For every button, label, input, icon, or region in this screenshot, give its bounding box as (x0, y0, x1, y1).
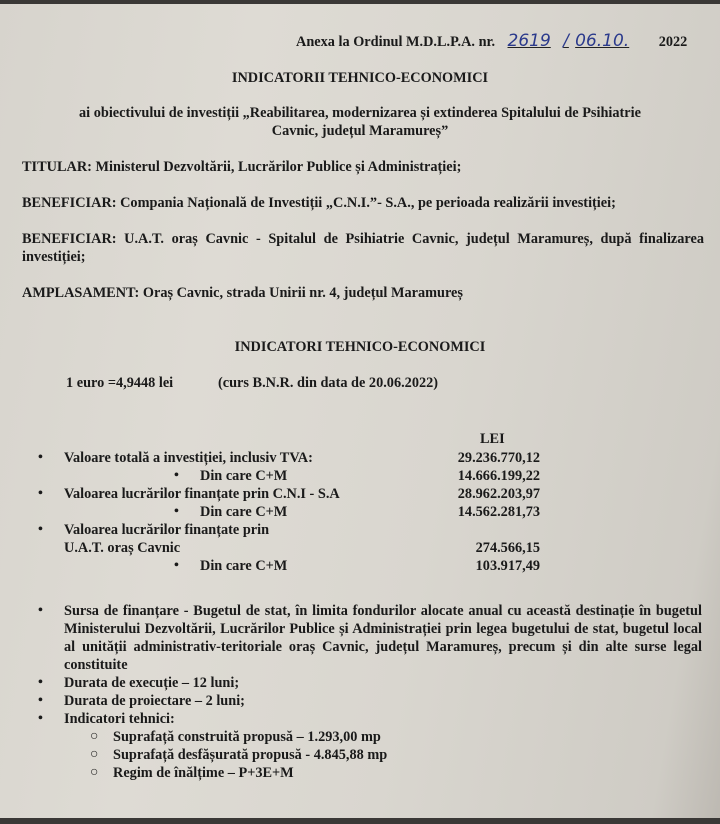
row-label: Din care C+M (200, 468, 288, 484)
document-title: INDICATORII TEHNICO-ECONOMICI (231, 70, 489, 86)
tech-item: Suprafață desfășurată propusă - 4.845,88 mp (113, 747, 388, 763)
row-label: Valoarea lucrărilor finanțate prin (64, 522, 270, 538)
exchange-rate: 1 euro =4,9448 lei (66, 375, 174, 391)
row-label: Din care C+M (200, 558, 288, 574)
bullet-icon: • (38, 522, 43, 537)
amplasament-value: Oraș Cavnic, strada Unirii nr. 4, județul Maramureș (142, 285, 463, 301)
funding-source: Sursa de finanțare - Bugetul de stat, în limita fondurilor alocate anual cu această destinație în bugetul Ministerului Dezvoltării, Lucrărilor Publice și Administrației prin legea bugetului de stat, bugetul local al unității administrativ-teritoriale oraș Cavnic, județul Maramureș, precum și din alte surse legal constituite (64, 603, 702, 673)
beneficiar2-value: U.A.T. oraș Cavnic - Spitalul de Psihiatrie Cavnic, județul Maramureș, după finalizarea investiției; (22, 231, 704, 265)
row-value: 28.962.203,97 (457, 486, 540, 502)
beneficiar2-line (22, 230, 704, 266)
row-value: 29.236.770,12 (457, 450, 540, 466)
bullet-icon: • (174, 468, 179, 483)
order-date: 06.10. (575, 31, 630, 51)
section-title: INDICATORI TEHNICO-ECONOMICI (234, 339, 486, 355)
bullet-icon: • (38, 711, 43, 726)
subtitle-line-2: Cavnic, județul Maramureș” (271, 123, 449, 139)
row-label: Valoarea lucrărilor finanțate prin C.N.I - S.A (64, 486, 340, 502)
circle-bullet-icon: ○ (90, 729, 99, 744)
exchange-source: (curs B.N.R. din data de 20.06.2022) (218, 375, 439, 391)
bullet-icon: • (38, 693, 43, 708)
beneficiar1-label: BENEFICIAR: (22, 195, 117, 211)
beneficiar1-value: Compania Națională de Investiții „C.N.I.”- S.A., pe perioada realizării investiției; (120, 195, 616, 211)
row-value: 14.666.199,22 (457, 468, 540, 484)
row-label: Din care C+M (200, 504, 288, 520)
order-separator: / (563, 31, 569, 51)
bullet-icon: • (174, 558, 179, 573)
bullet-icon: • (38, 486, 43, 501)
design-duration: Durata de proiectare – 2 luni; (64, 693, 245, 709)
order-year: 2022 (658, 34, 688, 50)
document-page (0, 4, 720, 818)
bullet-icon: • (38, 603, 43, 618)
beneficiar1-line (22, 194, 616, 212)
tech-indicators-title: Indicatori tehnici: (64, 711, 175, 727)
amplasament-label: AMPLASAMENT: (22, 285, 140, 301)
execution-duration: Durata de execuție – 12 luni; (64, 675, 240, 691)
titular-line (22, 158, 461, 176)
beneficiar2-label: BENEFICIAR: (22, 231, 117, 247)
tech-item: Suprafață construită propusă – 1.293,00 mp (113, 729, 381, 745)
circle-bullet-icon: ○ (90, 747, 99, 762)
titular-label: TITULAR: (22, 159, 92, 175)
row-value: 274.566,15 (475, 540, 540, 556)
order-number: 2619 (507, 31, 551, 51)
subtitle-line-1: ai obiectivului de investiții „Reabilitarea, modernizarea și extinderea Spitalului de Psihiatrie (79, 105, 641, 121)
row-value: 14.562.281,73 (457, 504, 540, 520)
bullet-icon: • (38, 450, 43, 465)
annex-reference (296, 32, 687, 51)
amplasament-line (22, 284, 463, 302)
titular-value: Ministerul Dezvoltării, Lucrărilor Publice și Administrației; (95, 159, 462, 175)
row-label-continued: U.A.T. oraș Cavnic (64, 540, 181, 556)
circle-bullet-icon: ○ (90, 765, 99, 780)
row-value: 103.917,49 (475, 558, 540, 574)
bullet-icon: • (38, 675, 43, 690)
currency-header: LEI (480, 431, 505, 447)
row-label: Valoare totală a investiției, inclusiv TVA: (64, 450, 313, 466)
bullet-icon: • (174, 504, 179, 519)
tech-item: Regim de înălțime – P+3E+M (113, 765, 294, 781)
annex-prefix: Anexa la Ordinul M.D.L.P.A. nr. (296, 34, 496, 50)
